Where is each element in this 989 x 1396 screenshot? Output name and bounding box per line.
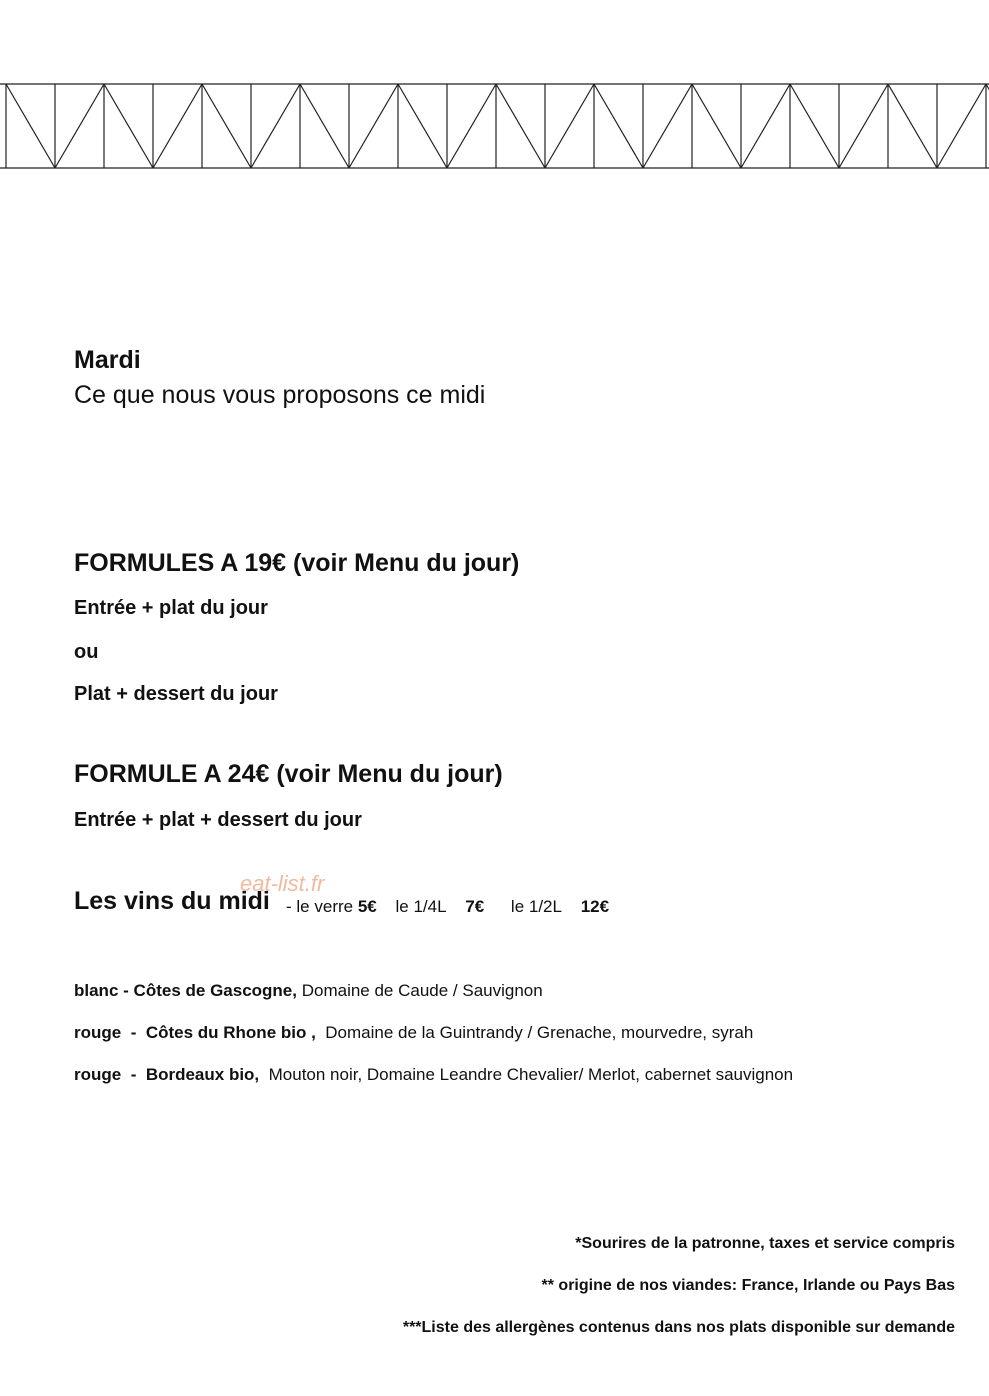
formula-19-title: FORMULES A 19€ (voir Menu du jour): [74, 549, 520, 577]
wine-item: [74, 981, 543, 1001]
glass-price: 5€: [357, 897, 377, 916]
wine-detail: Domaine de la Guintrandy / Grenache, mourvedre, syrah: [325, 1023, 754, 1042]
wines-prices: [286, 897, 609, 917]
wine-appellation: Côtes de Gascogne,: [133, 981, 297, 1000]
wine-separator: -: [123, 981, 129, 1000]
footnote-1: *Sourires de la patronne, taxes et service compris: [575, 1235, 955, 1252]
wine-separator: -: [130, 1065, 137, 1084]
wine-color: rouge: [74, 1023, 122, 1042]
footnote-2: ** origine de nos viandes: France, Irlande ou Pays Bas: [541, 1277, 955, 1294]
wine-color: blanc: [74, 981, 119, 1000]
half-label: le 1/2L: [510, 897, 562, 916]
watermark: eat-list.fr: [240, 871, 325, 896]
wine-item: [74, 1065, 793, 1085]
wine-appellation: Bordeaux bio,: [145, 1065, 260, 1084]
day-heading: Mardi: [74, 346, 141, 374]
footnote-3: ***Liste des allergènes contenus dans nos plats disponible sur demande: [402, 1319, 955, 1336]
truss-decoration: [0, 80, 989, 172]
wine-detail: Domaine de Caude / Sauvignon: [301, 981, 543, 1000]
wine-separator: -: [130, 1023, 137, 1042]
wine-item: [74, 1023, 753, 1043]
quarter-label: le 1/4L: [395, 897, 447, 916]
wines-title: Les vins du midi: [74, 887, 270, 915]
half-price: 12€: [580, 897, 610, 916]
formula-19-or: ou: [74, 641, 99, 663]
wine-appellation: Côtes du Rhone bio ,: [145, 1023, 316, 1042]
wines-dash: -: [286, 897, 292, 916]
glass-label: le verre: [296, 897, 354, 916]
page-subtitle: Ce que nous vous proposons ce midi: [74, 381, 486, 409]
formula-19-option-1: Entrée + plat du jour: [74, 597, 268, 619]
formula-19-option-2: Plat + dessert du jour: [74, 683, 278, 705]
wine-detail: Mouton noir, Domaine Leandre Chevalier/ Merlot, cabernet sauvignon: [268, 1065, 794, 1084]
wine-color: rouge: [74, 1065, 122, 1084]
formula-24-title: FORMULE A 24€ (voir Menu du jour): [74, 760, 503, 788]
quarter-price: 7€: [465, 897, 485, 916]
formula-24-option: Entrée + plat + dessert du jour: [74, 809, 362, 831]
